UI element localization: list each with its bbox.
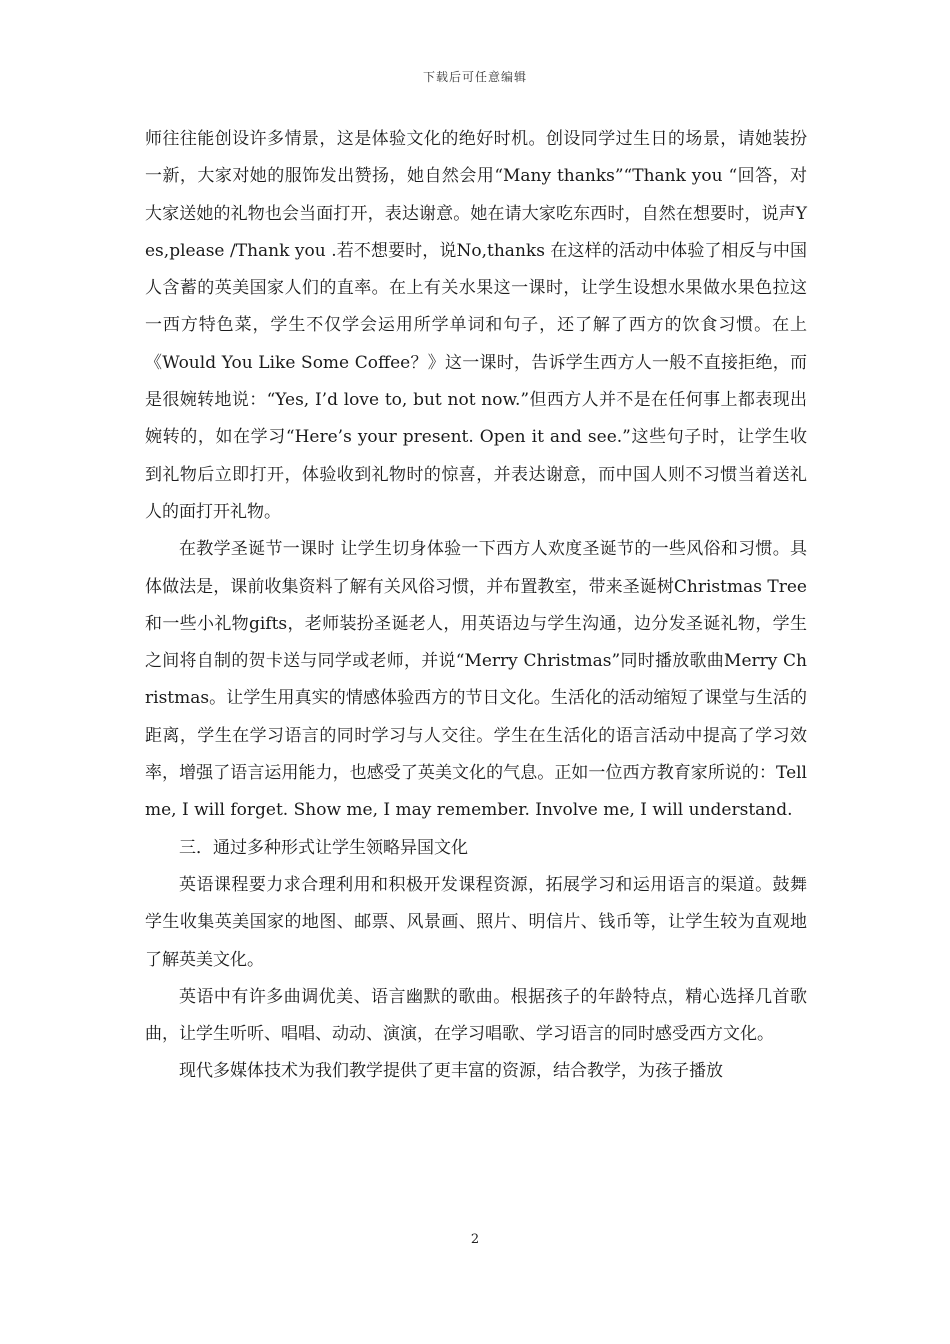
paragraph-3: 英语课程要力求合理利用和积极开发课程资源，拓展学习和运用语言的渠道。鼓舞学生收集英美国家的地图、邮票、风景画、照片、明信片、钱币等，让学生较为直观地了解英美文化。 — [145, 874, 807, 970]
paragraph-4: 英语中有许多曲调优美、语言幽默的歌曲。根据孩子的年龄特点，精心选择几首歌曲，让学生听听、唱唱、动动、演演，在学习唱歌、学习语言的同时感受西方文化。 — [145, 986, 807, 1045]
page-number: 2 — [470, 1232, 480, 1247]
page-header-note: 下载后可任意编辑 — [422, 70, 527, 84]
paragraph-2: 在教学圣诞节一课时 让学生切身体验一下西方人欢度圣诞节的一些风俗和习惯。具体做法是，课前收集资料了解有关风俗习惯，并布置教室，带来圣诞树Christmas Tree和一些小礼物gifts，老师装扮圣诞老人，用英语边与学生沟通，边分发圣诞礼物，学生之间将自制的贺卡送与同学或老师，并说“Merry Christmas”同时播放歌曲Merry Christmas。让学生用真实的情感体验西方的节日文化。生活化的活动缩短了课堂与生活的距离，学生在学习语言的同时学习与人交往。学生在生活化的语言活动中提高了学习效率，增强了语言运用能力，也感受了英美文化的气息。正如一位西方教育家所说的：Tell me, I will forget. Show me, I may remember. Involve me, I will understand. — [145, 539, 807, 821]
paragraph-5: 现代多媒体技术为我们教学提供了更丰富的资源，结合教学，为孩子播放 — [179, 1061, 723, 1082]
section-heading: 三．通过多种形式让学生领略异国文化 — [179, 837, 468, 858]
paragraph-1: 师往往能创设许多情景，这是体验文化的绝好时机。创设同学过生日的场景，请她装扮一新，大家对她的服饰发出赞扬，她自然会用“Many thanks”“Thank you “回答，对大家送她的礼物也会当面打开，表达谢意。她在请大家吃东西时，自然在想要时，说声Yes,please /Thank you .若不想要时，说No,thanks 在这样的活动中体验了相反与中国人含蓄的英美国家人们的直率。在上有关水果这一课时，让学生设想水果做水果色拉这一西方特色菜，学生不仅学会运用所学单词和句子，还了解了西方的饮食习惯。在上《Would You Like Some Coffee？》这一课时，告诉学生西方人一般不直接拒绝，而是很婉转地说：“Yes, I’d love to, but not now.”但西方人并不是在任何事上都表现出婉转的，如在学习“Here’s your present. Open it and see.”这些句子时，让学生收到礼物后立即打开，体验收到礼物时的惊喜，并表达谢意，而中国人则不习惯当着送礼人的面打开礼物。 — [145, 129, 807, 522]
document-body — [145, 121, 807, 1091]
